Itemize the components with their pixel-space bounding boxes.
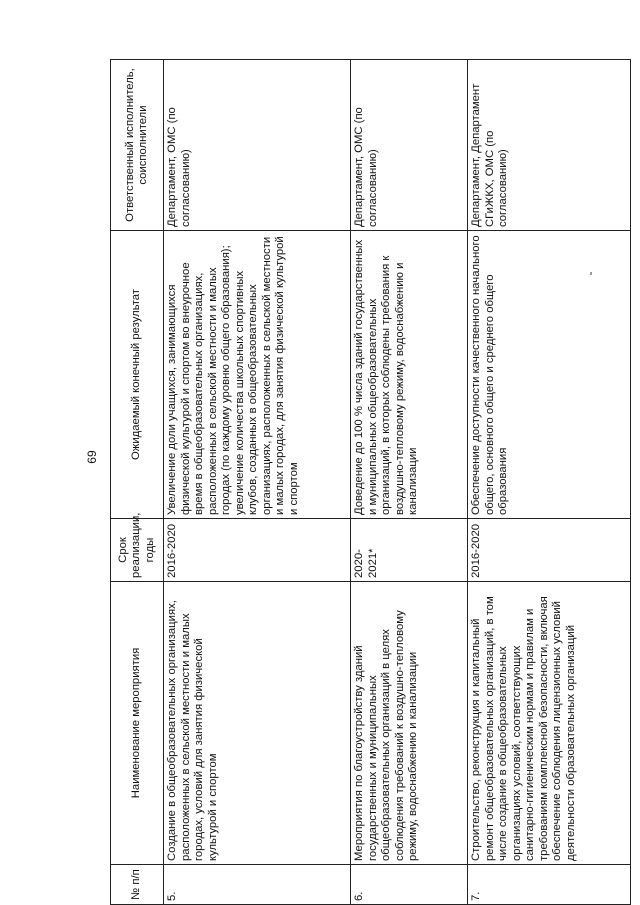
row-name: Мероприятия по благоустройству зданий государственных и муниципальных общеобразовательных организаций в целях соблюдения требований к воздушно-тепловому режиму, водоснабжению и канализации [351,582,468,865]
header-responsible: Ответственный исполнитель, соисполнители [111,60,164,231]
row-result: Обеспечение доступности качественного начального общего, основного общего и среднего общего образования [468,231,631,519]
row-num: 7. [468,865,631,905]
row-term: 2016-2020 [164,519,351,582]
row-name: Строительство, реконструкция и капитальный ремонт общеобразовательных организаций, в том числе создание в общеобразовательных организациях условий, соответствующих санитарно-гигиеническим нормам и правилам и требованиям комплексной безопасности, включая обеспечение соблюдения лицензионных условий деятельности образовательных организаций [468,582,631,865]
header-name: Наименование мероприятия [111,582,164,865]
row-num: 5. [164,865,351,905]
table-row [468,60,631,905]
table-row [351,60,468,905]
row-name: Создание в общеобразовательных организациях, расположенных в сельской местности и малых городах, условий для занятия физической культурой и спортом [164,582,351,865]
row-result: Увеличение доли учащихся, занимающихся физической культурой и спортом во внеурочное время в общеобразовательных организациях, расположенных в сельской местности и малых городах (по каждому уровню общего образования); увеличение количества школьных спортивных клубов, созданных в общеобразовательных организациях, расположенных в сельской местности и малых городах, для занятия физической культурой и спортом [164,231,351,519]
measures-table [110,59,631,905]
table-header-row [111,60,164,905]
page-number: 69 [85,450,99,464]
header-result: Ожидаемый конечный результат [111,231,164,519]
row-responsible: Департамент, ОМС (по согласованию) [164,60,351,231]
row-num: 6. [351,865,468,905]
row-responsible: Департамент, ОМС (по согласованию) [351,60,468,231]
scan-speck [590,272,592,275]
table-row [164,60,351,905]
rotated-table-container [110,60,630,905]
row-responsible: Департамент, Департамент СГиЖКХ, ОМС (по согласованию) [468,60,631,231]
header-num: № п/п [111,865,164,905]
header-term: Срок реализации, годы [111,519,164,582]
row-result: Доведение до 100 % числа зданий государственных и муниципальных общеобразовательных организаций, в которых соблюдены требования к воздушно-тепловому режиму, водоснабжению и канализации [351,231,468,519]
row-term: 2020-2021* [351,519,468,582]
row-term: 2016-2020 [468,519,631,582]
